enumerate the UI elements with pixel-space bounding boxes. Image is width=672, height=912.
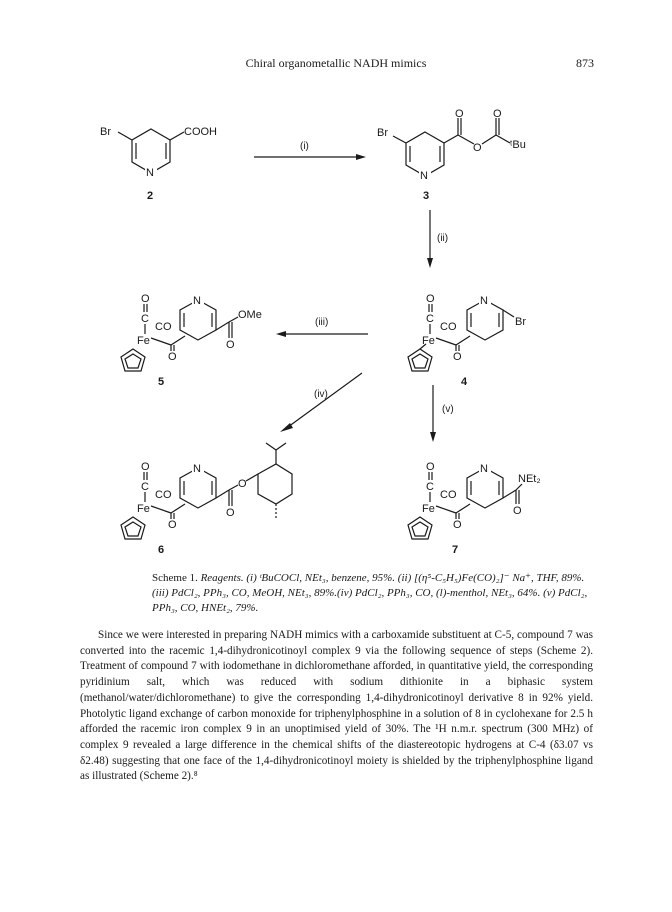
compound-7-number: 7 <box>452 544 459 556</box>
pyridine-n-label: N <box>480 295 488 307</box>
compound-2-structure <box>100 126 217 179</box>
compound-4-number: 4 <box>461 376 468 388</box>
pyridine-n-label: N <box>193 463 201 475</box>
carbonyl-o-label: O <box>141 461 150 473</box>
body-text <box>80 628 593 785</box>
pyridine-n-label: N <box>146 167 154 179</box>
carbonyl-c-label: C <box>426 313 434 325</box>
carbonyl-c-label: C <box>426 481 434 493</box>
caption-lead: Scheme 1. <box>152 572 198 584</box>
step-i-label: (i) <box>300 141 309 152</box>
body-paragraph: Since we were interested in preparing NADH mimics with a carboxamide substituent at C-5, compound 7 was converted into the racemic 1,4-dihydronicotinoyl complex 9 via the following sequence of steps (Scheme 2). Treatment of compound 7 with iodomethane in dichloromethane afforded, in quantitative yield, the corresponding pyridinium salt, which was reduced with sodium dithionite in a biphasic system (methanol/water/dichloromethane) to give the corresponding 1,4-dihydronicotinoyl derivative 8 in 92% yield. Photolytic ligand exchange of carbon monoxide for triphenylphosphine in a solution of 8 in cyclohexane for 2.5 h afforded the racemic iron complex 9 in an unoptimised yield of 30%. The ¹H n.m.r. spectrum (300 MHz) of complex 9 revealed a large difference in the chemical shifts of the diastereotopic hydrogens at C-4 (δ3.07 vs δ2.48) suggesting that one face of the 1,4-dihydronicotinoyl moiety is shielded by the triphenylphosphine ligand as illustrated (Scheme 2).⁸ <box>80 629 593 783</box>
co-ligand-label: CO <box>155 321 172 333</box>
step-iii-label: (iii) <box>315 317 329 328</box>
carbonyl-o-label: O <box>493 108 502 120</box>
carbonyl-o-label: O <box>141 293 150 305</box>
iron-label: Fe <box>422 503 435 515</box>
step-iv-label: (iv) <box>314 389 328 400</box>
bromo-label: Br <box>515 316 526 328</box>
compound-6-number: 6 <box>158 544 165 556</box>
acyl-o-label: O <box>453 519 462 531</box>
pyridine-n-label: N <box>420 170 428 182</box>
ester-carbonyl-o-label: O <box>226 507 235 519</box>
ester-carbonyl-o-label: O <box>226 339 235 351</box>
reaction-arrow-iv <box>288 373 362 427</box>
scheme-caption <box>152 571 592 616</box>
caption-reagents: Reagents. (i) ᵗBuCOCl, NEt₃, benzene, 95%. (ii) [(η⁵-C₅H₅)Fe(CO)₂]⁻ Na⁺, THF, 89%. (iii) PdCl₂, PPh₃, CO, MeOH, NEt₃, 89%.(iv) PdCl₂, PPh₃, CO, (l)-menthol, NEt₃, 64%. (v) PdCl₂, PPh₃, CO, HNEt₂, 79%. <box>152 572 588 614</box>
co-ligand-label: CO <box>440 489 457 501</box>
methoxy-label: OMe <box>238 309 262 321</box>
pyridine-n-label: N <box>193 295 201 307</box>
compound-6-structure <box>121 443 292 539</box>
co-ligand-label: CO <box>155 489 172 501</box>
acyl-o-label: O <box>168 519 177 531</box>
running-title: Chiral organometallic NADH mimics <box>245 56 427 70</box>
carbonyl-c-label: C <box>141 313 149 325</box>
ester-o-label: O <box>473 142 482 154</box>
carboxylic-acid-label: COOH <box>184 126 217 138</box>
acyl-o-label: O <box>453 351 462 363</box>
iron-label: Fe <box>422 335 435 347</box>
compound-3-structure <box>377 108 526 182</box>
step-v-label: (v) <box>442 404 454 415</box>
diethylamide-label: NEt₂ <box>518 473 541 485</box>
compound-5-structure <box>121 293 262 371</box>
pyridine-n-label: N <box>480 463 488 475</box>
carbonyl-o-label: O <box>426 461 435 473</box>
compound-4-structure <box>408 293 526 371</box>
carbonyl-o-label: O <box>455 108 464 120</box>
step-ii-label: (ii) <box>437 233 449 244</box>
compound-5-number: 5 <box>158 376 165 388</box>
compound-2-number: 2 <box>147 190 154 202</box>
co-ligand-label: CO <box>440 321 457 333</box>
compound-7-structure <box>408 461 541 539</box>
acyl-o-label: O <box>168 351 177 363</box>
carbonyl-c-label: C <box>141 481 149 493</box>
bromo-label: Br <box>377 127 388 139</box>
iron-label: Fe <box>137 335 150 347</box>
compound-3-number: 3 <box>423 190 430 202</box>
amide-o-label: O <box>513 505 522 517</box>
carbonyl-o-label: O <box>426 293 435 305</box>
bromo-label: Br <box>100 126 111 138</box>
page-number: 873 <box>576 56 594 70</box>
tert-butyl-label: ᵗBu <box>510 139 526 151</box>
iron-label: Fe <box>137 503 150 515</box>
ester-o-label: O <box>238 478 247 490</box>
